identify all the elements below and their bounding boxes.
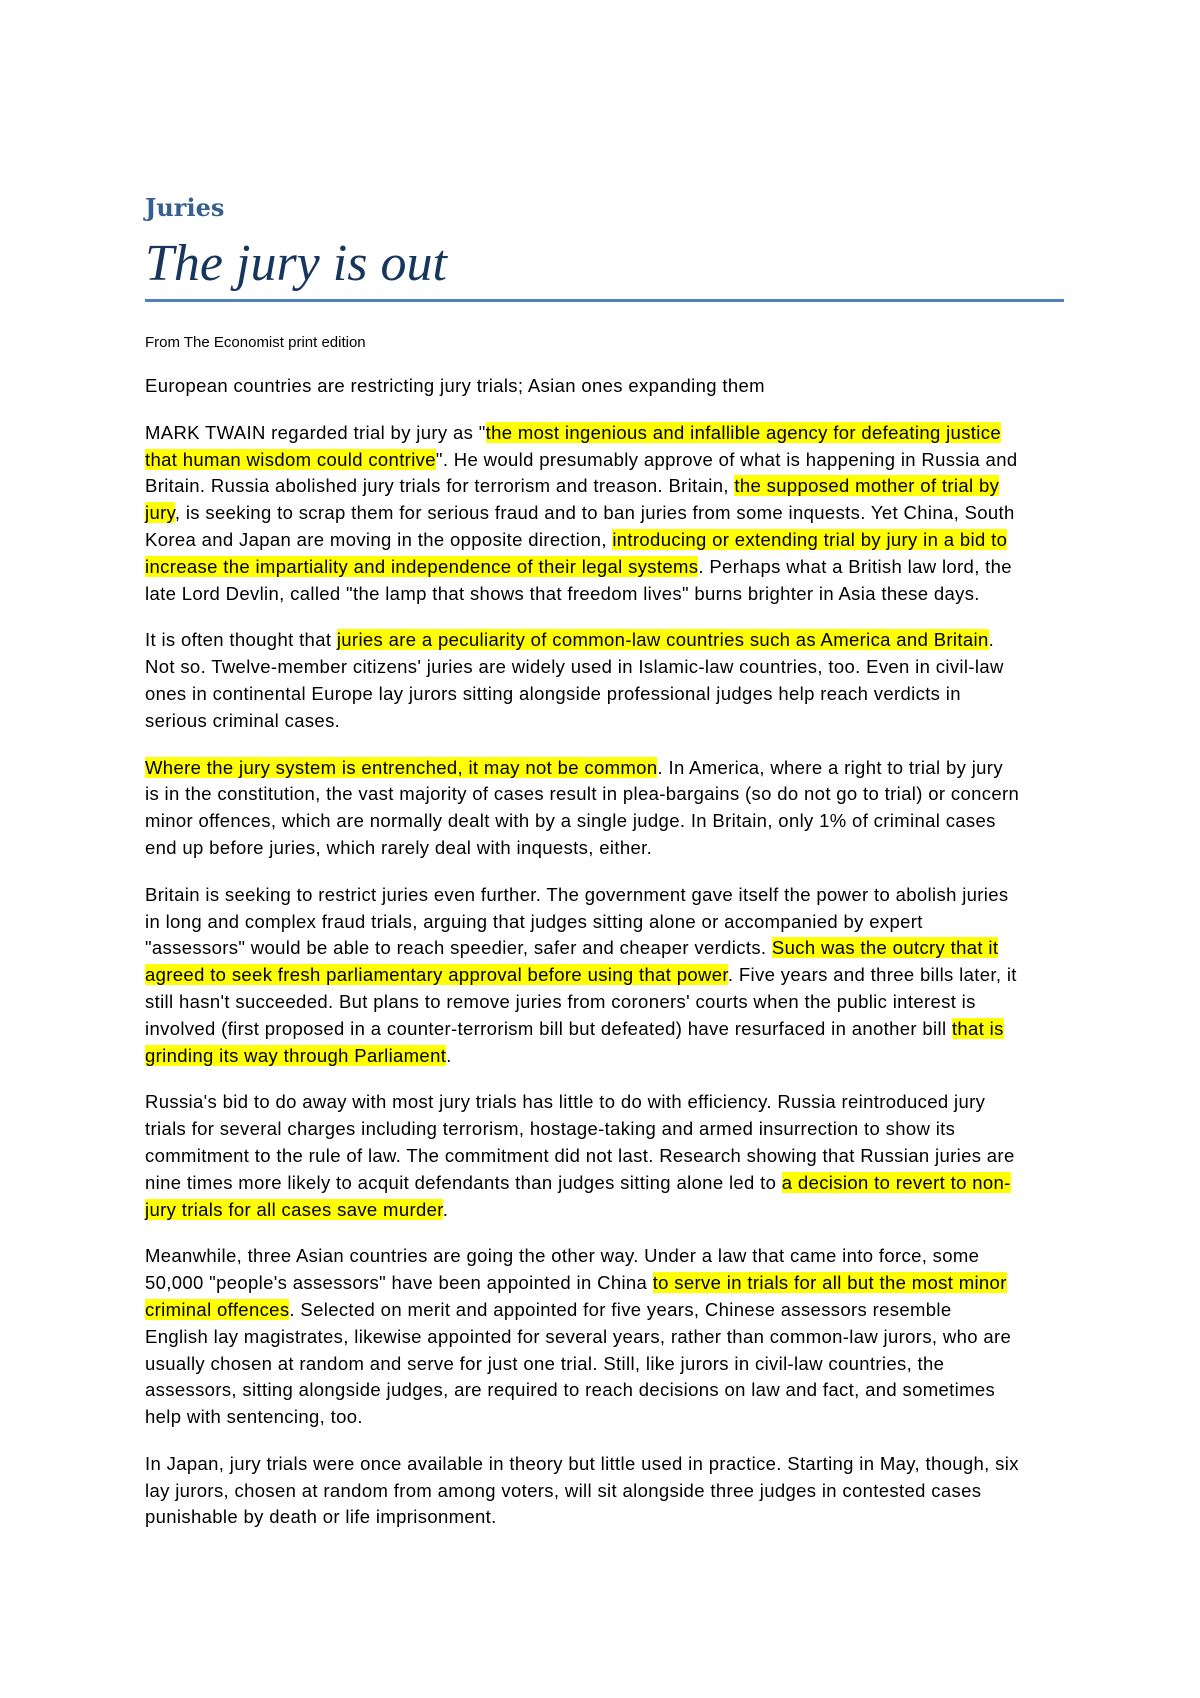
text-segment: lay jurors, chosen at random from among voters, will sit alongside three judges in contested cases (145, 1479, 982, 1501)
text-segment: usually chosen at random and serve for just one trial. Still, like jurors in civil-law countries, the (145, 1352, 945, 1374)
text-line (145, 1143, 1085, 1170)
text-segment: is in the constitution, the vast majority of cases result in plea-bargains (so do not go to trial) or concern (145, 783, 1020, 805)
text-line (145, 1297, 1085, 1324)
text-line (145, 1351, 1085, 1378)
text-segment: . (446, 1044, 452, 1066)
highlighted-text: the most ingenious and infallible agency for defeating justice (485, 421, 1001, 443)
text-segment: 50,000 "people's assessors" have been appointed in China (145, 1272, 653, 1294)
article-paragraph (145, 1451, 1085, 1531)
text-line (145, 1170, 1085, 1197)
text-line (145, 1116, 1085, 1143)
highlighted-text: juries are a peculiarity of common-law countries such as America and Britain (336, 629, 989, 651)
text-line (145, 1504, 1085, 1531)
highlighted-text: criminal offences (145, 1298, 290, 1320)
text-line (145, 373, 1085, 400)
text-line (145, 1089, 1085, 1116)
text-line (145, 808, 1085, 835)
text-line (145, 989, 1085, 1016)
article-subtitle (145, 373, 1085, 400)
text-segment: Korea and Japan are moving in the opposite direction, (145, 528, 613, 550)
highlighted-text: that human wisdom could contrive (145, 448, 436, 470)
text-segment: Russia's bid to do away with most jury trials has little to do with efficiency. Russia reintroduced jury (145, 1091, 986, 1113)
article-body (145, 373, 1085, 1551)
section-kicker: Juries (145, 193, 225, 222)
article-paragraph (145, 755, 1085, 862)
highlighted-text: agreed to seek fresh parliamentary approval before using that power (145, 964, 728, 986)
title-divider (145, 299, 1064, 302)
text-line (145, 554, 1085, 581)
text-segment: ones in continental Europe lay jurors sitting alongside professional judges help reach verdicts in (145, 682, 961, 704)
text-segment: commitment to the rule of law. The commitment did not last. Research showing that Russian juries are (145, 1144, 1015, 1166)
text-segment: Meanwhile, three Asian countries are going the other way. Under a law that came into force, some (145, 1245, 980, 1267)
text-segment: in long and complex fraud trials, arguing that judges sitting alone or accompanied by expert (145, 910, 923, 932)
highlighted-text: increase the impartiality and independence of their legal systems (145, 555, 699, 577)
article-paragraph (145, 420, 1085, 608)
highlighted-text: jury (145, 502, 175, 524)
text-segment: . Perhaps what a British law lord, the (698, 555, 1012, 577)
text-segment: In Japan, jury trials were once available in theory but little used in practice. Starting in May, though, six (145, 1452, 1019, 1474)
text-segment: trials for several charges including terrorism, hostage-taking and armed insurrection to show its (145, 1118, 956, 1140)
text-segment: serious criminal cases. (145, 709, 341, 731)
text-line (145, 1478, 1085, 1505)
text-segment: nine times more likely to acquit defendants than judges sitting alone led to (145, 1171, 782, 1193)
text-line (145, 500, 1085, 527)
highlighted-text: the supposed mother of trial by (734, 475, 1000, 497)
text-line (145, 781, 1085, 808)
text-line (145, 962, 1085, 989)
highlighted-text: jury trials for all cases save murder (145, 1198, 443, 1220)
text-segment: punishable by death or life imprisonment. (145, 1506, 497, 1528)
highlighted-text: Such was the outcry that it (771, 937, 999, 959)
text-segment: "assessors" would be able to reach speedier, safer and cheaper verdicts. (145, 937, 772, 959)
text-segment: . Selected on merit and appointed for five years, Chinese assessors resemble (289, 1298, 952, 1320)
text-segment: . Five years and three bills later, it (727, 964, 1017, 986)
text-line (145, 1043, 1085, 1070)
highlighted-text: a decision to revert to non- (781, 1171, 1011, 1193)
highlighted-text: that is (951, 1017, 1004, 1039)
text-line (145, 473, 1085, 500)
text-line (145, 1197, 1085, 1224)
text-segment: Britain is seeking to restrict juries even further. The government gave itself the power to abolish juries (145, 883, 1009, 905)
text-segment: . In America, where a right to trial by jury (657, 756, 1003, 778)
text-line (145, 708, 1085, 735)
text-line (145, 1324, 1085, 1351)
text-segment: , is seeking to scrap them for serious fraud and to ban juries from some inquests. Yet China, South (174, 502, 1015, 524)
article-paragraph (145, 882, 1085, 1070)
text-segment: Not so. Twelve-member citizens' juries are widely used in Islamic-law countries, too. Even in civil-law (145, 656, 1004, 678)
article-paragraph (145, 1089, 1085, 1223)
text-segment: late Lord Devlin, called "the lamp that shows that freedom lives" burns brighter in Asia these days. (145, 582, 980, 604)
text-segment: still hasn't succeeded. But plans to remove juries from coroners' courts when the public interest is (145, 990, 976, 1012)
text-segment: assessors, sitting alongside judges, are required to reach decisions on law and fact, and sometimes (145, 1379, 996, 1401)
text-line (145, 420, 1085, 447)
text-line (145, 1243, 1085, 1270)
text-line (145, 935, 1085, 962)
text-line (145, 1377, 1085, 1404)
text-segment: ". He would presumably approve of what is happening in Russia and (435, 448, 1018, 470)
highlighted-text: grinding its way through Parliament (145, 1044, 447, 1066)
text-segment: MARK TWAIN regarded trial by jury as " (145, 421, 486, 443)
text-segment: help with sentencing, too. (145, 1406, 363, 1428)
text-line (145, 581, 1085, 608)
text-segment: European countries are restricting jury trials; Asian ones expanding them (145, 375, 765, 396)
text-segment: . (442, 1198, 449, 1220)
text-line (145, 627, 1085, 654)
source-line: From The Economist print edition (145, 334, 366, 351)
text-line (145, 1016, 1085, 1043)
text-line (145, 755, 1085, 782)
text-line (145, 654, 1085, 681)
text-segment: end up before juries, which rarely deal with inquests, either. (145, 836, 653, 858)
text-segment: Britain. Russia abolished jury trials for terrorism and treason. Britain, (145, 475, 735, 497)
text-line (145, 527, 1085, 554)
text-line (145, 681, 1085, 708)
text-line (145, 1451, 1085, 1478)
text-segment: . (988, 629, 995, 651)
text-line (145, 835, 1085, 862)
text-segment: English lay magistrates, likewise appointed for several years, rather than common-law jurors, who are (145, 1325, 1012, 1347)
article-paragraph (145, 627, 1085, 734)
text-line (145, 447, 1085, 474)
article-title: The jury is out (145, 235, 447, 292)
text-segment: It is often thought that (145, 629, 337, 651)
text-segment: involved (first proposed in a counter-terrorism bill but defeated) have resurfaced in another bill (145, 1017, 952, 1039)
highlighted-text: to serve in trials for all but the most minor (652, 1272, 1007, 1294)
text-line (145, 1404, 1085, 1431)
text-line (145, 882, 1085, 909)
text-line (145, 909, 1085, 936)
text-line (145, 1270, 1085, 1297)
text-segment: minor offences, which are normally dealt with by a single judge. In Britain, only 1% of criminal cases (145, 810, 996, 832)
article-paragraph (145, 1243, 1085, 1431)
highlighted-text: Where the jury system is entrenched, it may not be common (145, 756, 658, 778)
highlighted-text: introducing or extending trial by jury in a bid to (612, 528, 1008, 550)
